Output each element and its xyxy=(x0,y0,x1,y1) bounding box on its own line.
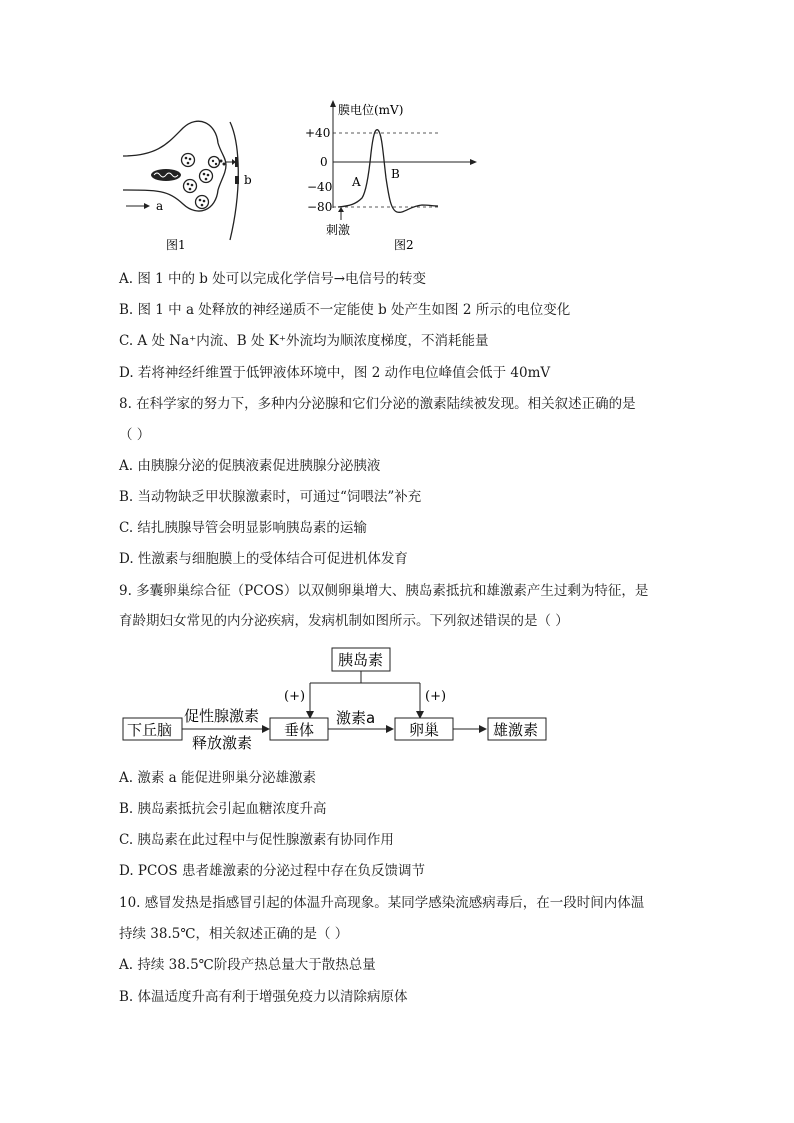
pcos-mechanism-diagram xyxy=(118,643,558,758)
gnrh-label-top: 促性腺激素 xyxy=(184,707,260,725)
label-a: a xyxy=(156,199,164,213)
q8-option-c: C. 结扎胰腺导管会明显影响胰岛素的运输 xyxy=(119,520,367,536)
q9-option-a: A. 激素 a 能促进卵巢分泌雄激素 xyxy=(119,770,316,786)
hypothalamus-label: 下丘脑 xyxy=(127,721,173,739)
hormone-a-label: 激素a xyxy=(336,709,376,727)
figure-2-action-potential xyxy=(300,98,490,258)
q8-answer-blank: （ ） xyxy=(119,427,151,443)
figure-1-caption: 图1 xyxy=(166,238,186,252)
q8-option-a: A. 由胰腺分泌的促胰液素促进胰腺分泌胰液 xyxy=(119,458,381,474)
gnrh-label-bottom: 释放激素 xyxy=(192,734,253,752)
y-axis-label: 膜电位(mV) xyxy=(338,103,404,117)
q8-option-b: B. 当动物缺乏甲状腺激素时，可通过“饲喂法”补充 xyxy=(119,489,422,505)
q10-stem: 10. 感冒发热是指感冒引起的体温升高现象。某同学感染流感病毒后，在一段时间内体温 xyxy=(119,895,645,911)
tick-minus80: −80 xyxy=(307,200,333,214)
q7-option-b: B. 图 1 中 a 处释放的神经递质不一定能使 b 处产生如图 2 所示的电位变化 xyxy=(119,302,571,318)
plus-left: (+) xyxy=(284,689,306,704)
androgen-label: 雄激素 xyxy=(493,721,539,739)
q10-stem-continued: 持续 38.5℃，相关叙述正确的是（ ） xyxy=(119,926,349,942)
q9-option-d: D. PCOS 患者雄激素的分泌过程中存在负反馈调节 xyxy=(119,863,425,879)
figure-1-synapse-diagram xyxy=(118,98,278,258)
q7-option-c: C. A 处 Na⁺内流、B 处 K⁺外流均为顺浓度梯度，不消耗能量 xyxy=(119,333,489,349)
action-potential-curve xyxy=(338,130,438,213)
q10-option-b: B. 体温适度升高有利于增强免疫力以清除病原体 xyxy=(119,989,408,1005)
q9-option-b: B. 胰岛素抵抗会引起血糖浓度升高 xyxy=(119,801,327,817)
q7-option-d: D. 若将神经纤维置于低钾液体环境中，图 2 动作电位峰值会低于 40mV xyxy=(119,365,551,381)
q8-stem: 8. 在科学家的努力下，多种内分泌腺和它们分泌的激素陆续被发现。相关叙述正确的是 xyxy=(119,396,636,412)
q7-option-a: A. 图 1 中的 b 处可以完成化学信号→电信号的转变 xyxy=(119,271,427,287)
insulin-label: 胰岛素 xyxy=(338,651,384,669)
tick-0: 0 xyxy=(320,155,328,169)
q9-stem-continued: 育龄期妇女常见的内分泌疾病，发病机制如图所示。下列叙述错误的是（ ） xyxy=(119,613,569,629)
q9-option-c: C. 胰岛素在此过程中与促性腺激素有协同作用 xyxy=(119,832,394,848)
figure-2-caption: 图2 xyxy=(394,238,414,252)
pituitary-label: 垂体 xyxy=(284,721,315,739)
tick-minus40: −40 xyxy=(307,180,333,194)
label-A: A xyxy=(352,175,361,189)
label-b: b xyxy=(244,173,252,187)
neurotransmitter-release xyxy=(220,159,237,166)
label-B: B xyxy=(391,167,400,181)
q9-stem: 9. 多囊卵巢综合征（PCOS）以双侧卵巢增大、胰岛素抵抗和雄激素产生过剩为特征，是 xyxy=(119,583,649,599)
ovary-label: 卵巢 xyxy=(409,721,440,739)
q10-option-a: A. 持续 38.5℃阶段产热总量大于散热总量 xyxy=(119,957,376,973)
stimulus-label: 刺激 xyxy=(326,223,351,237)
synaptic-vesicles xyxy=(182,154,220,209)
q8-option-d: D. 性激素与细胞膜上的受体结合可促进机体发育 xyxy=(119,551,408,567)
tick-plus40: +40 xyxy=(305,126,331,140)
plus-right: (+) xyxy=(425,689,447,704)
